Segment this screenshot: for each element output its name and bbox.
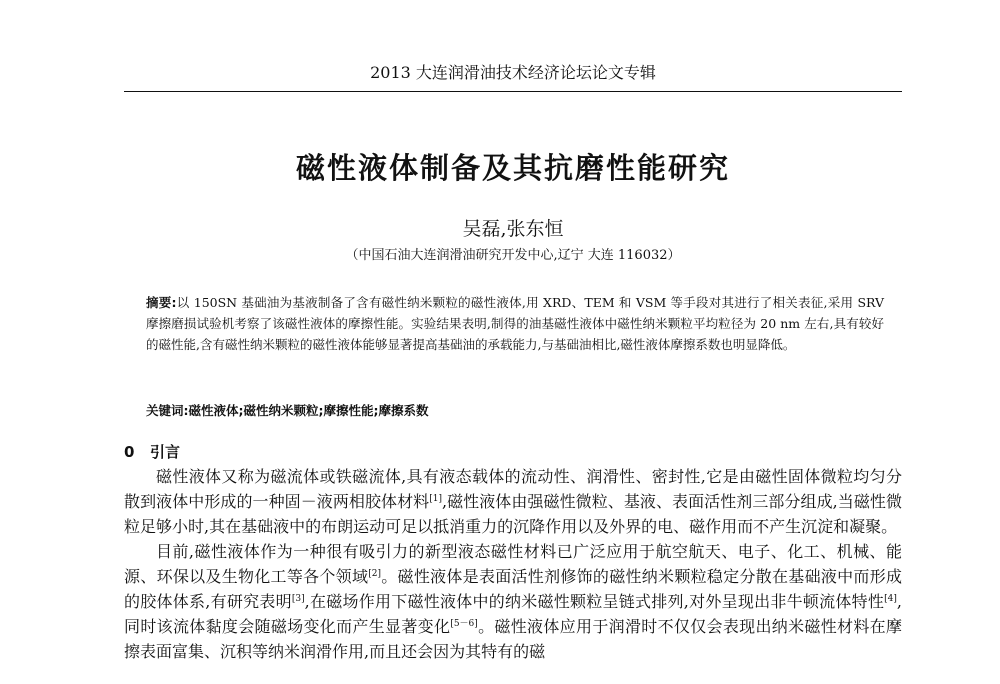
citation: [2] — [368, 569, 381, 579]
section-title: 引言 — [150, 443, 181, 461]
p2-text-e: 。磁性液体应用于润滑时不仅仅会表现出纳米磁性材料在摩擦表面富集、沉积等纳米润滑作用,而且还会因为其特有的磁 — [124, 617, 902, 661]
keywords-label: 关键词: — [146, 403, 189, 418]
keywords-text: 磁性液体;磁性纳米颗粒;摩擦性能;摩擦系数 — [188, 403, 429, 418]
section-heading — [124, 441, 180, 462]
paragraph-1 — [124, 464, 902, 539]
affiliation: （中国石油大连润滑油研究开发中心,辽宁 大连 116032） — [345, 248, 681, 263]
paper-title: 磁性液体制备及其抗磨性能研究 — [295, 151, 730, 185]
authors: 吴磊,张东恒 — [462, 218, 564, 240]
abstract-label: 摘要: — [146, 295, 177, 310]
p1-text-a: 磁性液体又称为磁流体或铁磁流体,具有液态载体的流动性、润滑性、密封性,它是由磁性固体微粒均匀分散到液体中形成的一种固－液两相胶体材料 — [124, 467, 902, 511]
p2-text-a: 目前,磁性液体作为一种很有吸引力的新型液态磁性材料已广泛应用于航空航天、电子、化工、机械、能源、环保以及生物化工等各个领域 — [124, 542, 902, 586]
citation: [5－6] — [450, 619, 478, 629]
section-number: 0 — [124, 443, 135, 461]
abstract — [146, 292, 884, 355]
citation: [3] — [291, 594, 305, 604]
body-text — [124, 464, 902, 664]
p2-text-c: ,在磁场作用下磁性液体中的纳米磁性颗粒呈链式排列,对外呈现出非牛顿流体特性 — [304, 592, 885, 611]
keywords — [146, 401, 884, 421]
citation: [4] — [884, 594, 897, 604]
abstract-text: 以 150SN 基础油为基液制备了含有磁性纳米颗粒的磁性液体,用 XRD、TEM 和 VSM 等手段对其进行了相关表征,采用 SRV 摩擦磨损试验机考察了该磁性液体的摩擦性能。实验结果表明,制得的油基磁性液体中磁性纳米颗粒平均粒径为 20 nm 左右,具有较好的磁性能,含有磁性纳米颗粒的磁性液体能够显著提高基础油的承载能力,与基础油相比,磁性液体摩擦系数也明显降低。 — [146, 295, 885, 352]
running-header: 2013 大连润滑油技术经济论坛论文专辑 — [370, 63, 656, 82]
header-rule — [124, 91, 902, 92]
paragraph-2 — [124, 539, 902, 664]
p2-text-d: ,同时该流体黏度会随磁场变化而产生显著变化 — [124, 592, 902, 636]
p2-text-b: 。磁性液体是表面活性剂修饰的磁性纳米颗粒稳定分散在基础液中而形成的胶体体系,有研究表明 — [124, 567, 902, 611]
citation: [1] — [429, 494, 442, 504]
p1-text-b: ,磁性液体由强磁性微粒、基液、表面活性剂三部分组成,当磁性微粒足够小时,其在基础液中的布朗运动可足以抵消重力的沉降作用以及外界的电、磁作用而不产生沉淀和凝聚。 — [124, 492, 902, 536]
